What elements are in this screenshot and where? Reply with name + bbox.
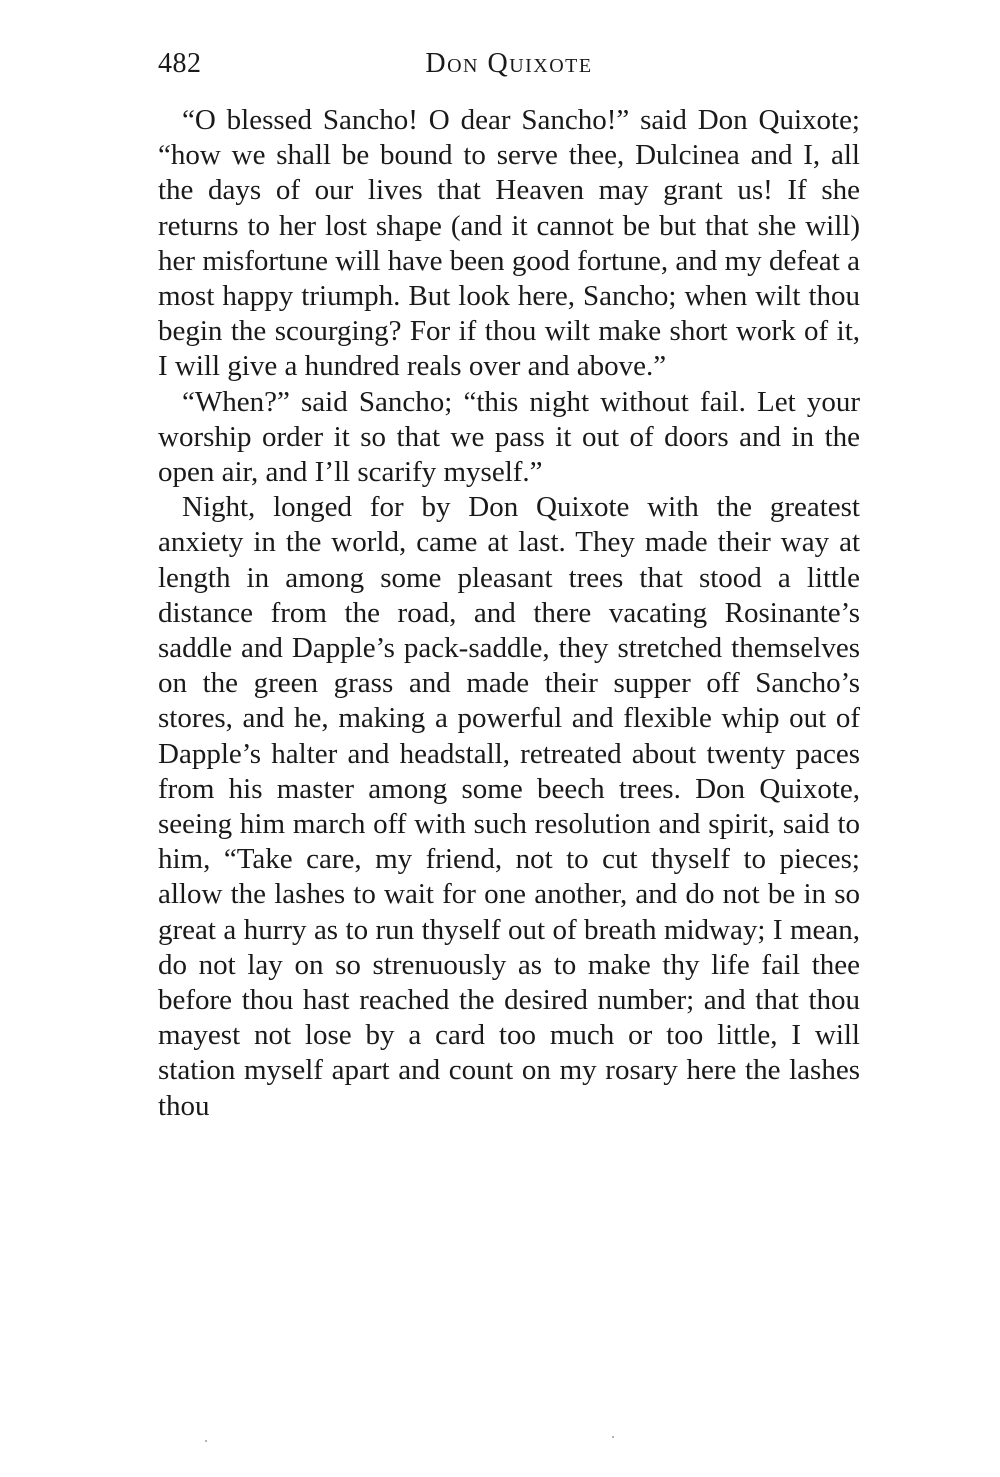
scan-speck: [612, 1436, 614, 1438]
page-number: 482: [158, 48, 202, 79]
paragraph: “O blessed Sancho! O dear Sancho!” said Don Quixote; “how we shall be bound to serve thee, Dulcinea and I, all the days of our lives that Heaven may grant us! If she returns to her lost shape (and it cannot be but that she will) her misfortune will have been good fortune, and my defeat a most happy triumph. But look here, Sancho; when wilt thou begin the scourging? For if thou wilt make short work of it, I will give a hundred reals over and above.”: [158, 104, 860, 383]
body-text: [158, 103, 860, 1124]
paragraph: Night, longed for by Don Quixote with the greatest anxiety in the world, came at last. They made their way at length in among some pleasant trees that stood a little distance from the road, and there vacating Rosinante’s saddle and Dapple’s pack-saddle, they stretched themselves on the green grass and made their supper off Sancho’s stores, and he, making a powerful and flexible whip out of Dapple’s halter and headstall, retreated about twenty paces from his master among some beech trees. Don Quixote, seeing him march off with such resolution and spirit, said to him, “Take care, my friend, not to cut thyself to pieces; allow the lashes to wait for one another, and do not be in so great a hurry as to run thyself out of breath midway; I mean, do not lay on so strenuously as to make thy life fail thee before thou hast reached the desired number; and that thou mayest not lose by a card too much or too little, I will station myself apart and count on my rosary here the lashes thou: [158, 491, 860, 1122]
running-title: Don Quixote: [425, 48, 593, 79]
scan-speck: [205, 1440, 207, 1442]
paragraph: “When?” said Sancho; “this night without fail. Let your worship order it so that we pass it out of doors and in the open air, and I’ll scarify myself.”: [158, 385, 860, 489]
page-header: [158, 48, 860, 92]
